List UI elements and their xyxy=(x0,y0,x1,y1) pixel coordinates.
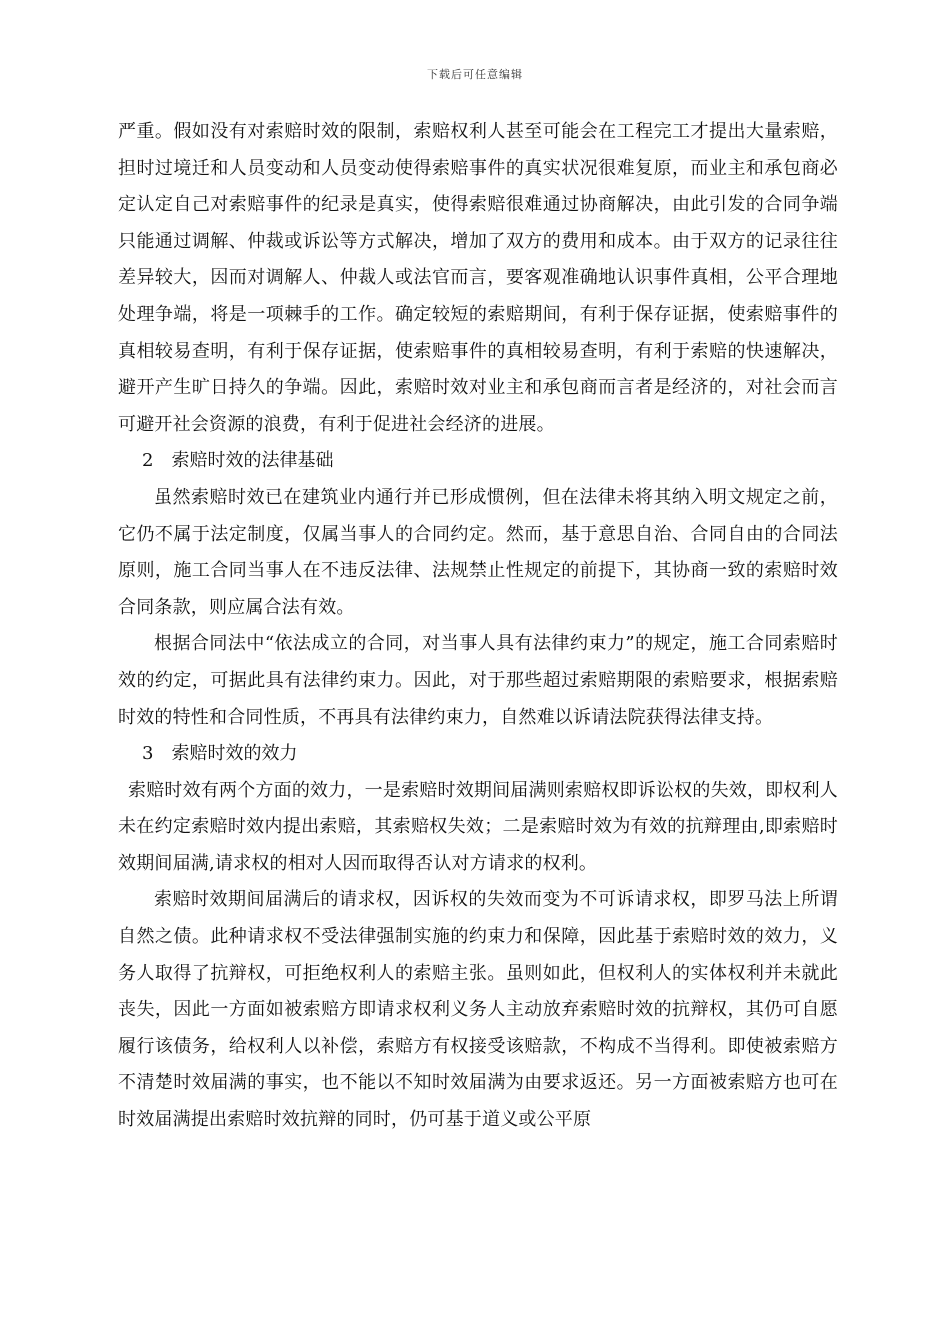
paragraph-3: 根据合同法中“依法成立的合同，对当事人具有法律约束力”的规定，施工合同索赔时效的约定，可据此具有法律约束力。因此，对于那些超过索赔期限的索赔要求，根据索赔时效的特性和合同性质，不再具有法律约束力，自然难以诉请法院获得法律支持。 xyxy=(118,633,838,728)
paragraph-2: 虽然索赔时效已在建筑业内通行并已形成惯例，但在法律未将其纳入明文规定之前，它仍不属于法定制度，仅属当事人的合同约定。然而，基于意思自治、合同自由的合同法原则，施工合同当事人在不违反法律、法规禁止性规定的前提下，其协商一致的索赔时效合同条款，则应属合法有效。 xyxy=(118,486,838,618)
page-header: 下载后可任意编辑 xyxy=(427,68,523,81)
section-heading-3: 3 索赔时效的效力 xyxy=(142,743,298,765)
document-body xyxy=(118,114,838,1139)
paragraph-4: 索赔时效有两个方面的效力，一是索赔时效期间届满则索赔权即诉讼权的失效，即权利人未在约定索赔时效内提出索赔，其索赔权失效；二是索赔时效为有效的抗辩理由,即索赔时效期间届满,请求权的相对人因而取得否认对方请求的权利。 xyxy=(118,779,838,874)
paragraph-5: 索赔时效期间届满后的请求权，因诉权的失效而变为不可诉请求权，即罗马法上所谓自然之债。此种请求权不受法律强制实施的约束力和保障，因此基于索赔时效的效力，义务人取得了抗辩权，可拒绝权利人的索赔主张。虽则如此，但权利人的实体权利并未就此丧失，因此一方面如被索赔方即请求权利义务人主动放弃索赔时效的抗辩权，其仍可自愿履行该债务，给权利人以补偿，索赔方有权接受该赔款，不构成不当得利。即使被索赔方不清楚时效届满的事实，也不能以不知时效届满为由要求返还。另一方面被索赔方也可在时效届满提出索赔时效抗辩的同时，仍可基于道义或公平原 xyxy=(118,889,838,1131)
section-heading-2: 2 索赔时效的法律基础 xyxy=(142,450,334,472)
paragraph-1: 严重。假如没有对索赔时效的限制，索赔权利人甚至可能会在工程完工才提出大量索赔，担时过境迁和人员变动和人员变动使得索赔事件的真实状况很难复原，而业主和承包商必定认定自己对索赔事件的纪录是真实，使得索赔很难通过协商解决，由此引发的合同争端只能通过调解、仲裁或诉讼等方式解决，增加了双方的费用和成本。由于双方的记录往往差异较大，因而对调解人、仲裁人或法官而言，要客观准确地认识事件真相，公平合理地处理争端，将是一项棘手的工作。确定较短的索赔期间，有利于保存证据，使索赔事件的真相较易查明，有利于保存证据，使索赔事件的真相较易查明，有利于索赔的快速解决，避开产生旷日持久的争端。因此，索赔时效对业主和承包商而言者是经济的，对社会而言可避开社会资源的浪费，有利于促进社会经济的进展。 xyxy=(118,121,838,435)
